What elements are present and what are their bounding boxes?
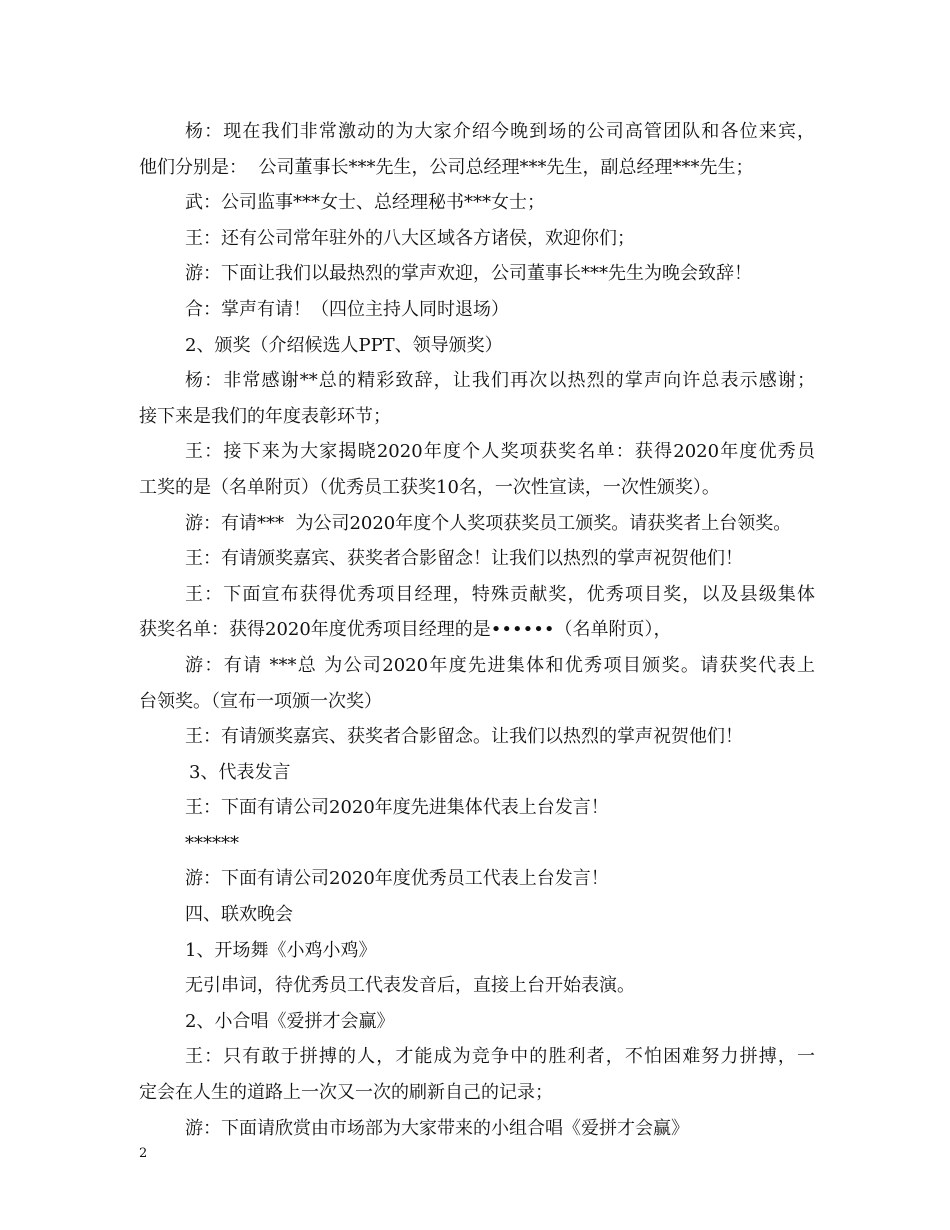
text-line: 武：公司监事***女士、总经理秘书***女士； — [185, 192, 545, 214]
text-line: 合：掌声有请！（四位主持人同时退场） — [185, 298, 509, 320]
section-heading: 四、联欢晚会 — [185, 904, 293, 926]
text-line: 游：下面请欣赏由市场部为大家带来的小组合唱《爱拼才会赢》 — [185, 1117, 689, 1139]
text-line: 接下来是我们的年度表彰环节； — [139, 405, 391, 427]
text-line: 王：下面有请公司2020年度先进集体代表上台发言！ — [185, 797, 609, 819]
text-line: 获奖名单：获得2020年度优秀项目经理的是••••••（名单附页）， — [139, 619, 672, 641]
text-line: 定会在人生的道路上一次又一次的刷新自己的记录； — [139, 1082, 553, 1104]
text-line: 游：有请*** 为公司2020年度个人奖项获奖员工颁奖。请获奖者上台领奖。 — [185, 512, 792, 534]
text-line: 王：接下来为大家揭晓2020年度个人奖项获奖名单：获得2020年度优秀员 — [185, 441, 815, 463]
text-line: 游：下面有请公司2020年度优秀员工代表上台发言！ — [185, 868, 609, 890]
text-line: 杨：非常感谢**总的精彩致辞，让我们再次以热烈的掌声向许总表示感谢； — [185, 370, 815, 392]
page-number: 2 — [139, 1146, 148, 1161]
text-line: 他们分别是： 公司董事长***先生，公司总经理***先生，副总经理***先生； — [139, 156, 754, 178]
text-line: 游：有请 ***总 为公司2020年度先进集体和优秀项目颁奖。请获奖代表上 — [185, 654, 815, 676]
text-line: 台领奖。（宣布一项颁一次奖） — [139, 690, 382, 712]
section-heading: 2、颁奖（介绍候选人PPT、领导颁奖） — [185, 334, 503, 356]
text-line: ****** — [185, 832, 239, 854]
text-line: 王：下面宣布获得优秀项目经理，特殊贡献奖，优秀项目奖，以及县级集体 — [185, 583, 815, 605]
text-line: 无引串词，待优秀员工代表发音后，直接上台开始表演。 — [185, 975, 635, 997]
text-line: 王：有请颁奖嘉宾、获奖者合影留念。让我们以热烈的掌声祝贺他们！ — [185, 726, 743, 748]
text-line: 游：下面让我们以最热烈的掌声欢迎，公司董事长***先生为晚会致辞！ — [185, 263, 752, 285]
section-heading: 3、代表发言 — [189, 761, 291, 783]
text-line: 王：有请颁奖嘉宾、获奖者合影留念！让我们以热烈的掌声祝贺他们！ — [185, 548, 743, 570]
document-body — [139, 114, 815, 1146]
text-line: 王：只有敢于拼搏的人，才能成为竞争中的胜利者，不怕困难努力拼搏，一 — [185, 1046, 815, 1068]
section-heading: 2、小合唱《爱拼才会赢》 — [185, 1010, 395, 1032]
text-line: 工奖的是（名单附页）（优秀员工获奖10名，一次性宣读，一次性颁奖）。 — [139, 476, 720, 498]
section-heading: 1、开场舞《小鸡小鸡》 — [185, 939, 377, 961]
text-line: 杨：现在我们非常激动的为大家介绍今晚到场的公司高管团队和各位来宾， — [185, 121, 815, 142]
text-line: 王：还有公司常年驻外的八大区域各方诸侯，欢迎你们； — [185, 227, 635, 249]
